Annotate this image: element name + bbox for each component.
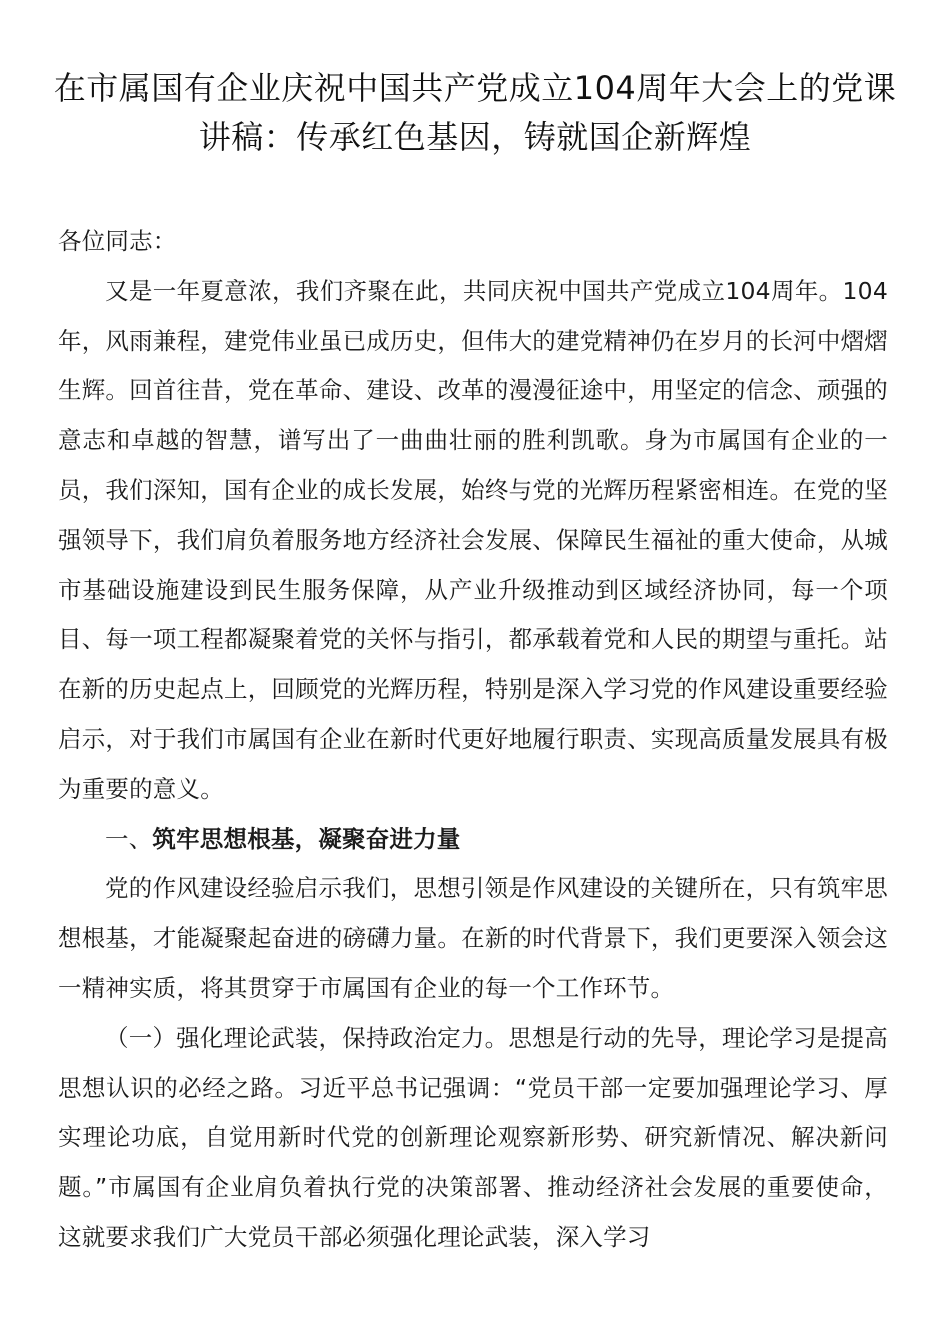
subsection-paragraph: （一）强化理论武装，保持政治定力。思想是行动的先导，理论学习是提高思想认识的必经之路。习近平总书记强调：“党员干部一定要加强理论学习、厚实理论功底，自觉用新时代党的创新理论观察新形势、研究新情况、解决新问题。”市属国有企业肩负着执行党的决策部署、推动经济社会发展的重要使命，这就要求我们广大党员干部必须强化理论武装，深入学习 (58, 1023, 888, 1251)
section-paragraph: 党的作风建设经验启示我们，思想引领是作风建设的关键所在，只有筑牢思想根基，才能凝聚起奋进的磅礴力量。在新的时代背景下，我们更要深入领会这一精神实质，将其贯穿于市属国有企业的每一个工作环节。 (58, 874, 888, 1002)
opening-paragraph: 又是一年夏意浓，我们齐聚在此，共同庆祝中国共产党成立104周年。104年，风雨兼程，建党伟业虽已成历史，但伟大的建党精神仍在岁月的长河中熠熠生辉。回首往昔，党在革命、建设、改革的漫漫征途中，用坚定的信念、顽强的意志和卓越的智慧，谱写出了一曲曲壮丽的胜利凯歌。身为市属国有企业的一员，我们深知，国有企业的成长发展，始终与党的光辉历程紧密相连。在党的坚强领导下，我们肩负着服务地方经济社会发展、保障民生福祉的重大使命，从城市基础设施建设到民生服务保障，从产业升级推动到区域经济协同，每一个项目、每一项工程都凝聚着党的关怀与指引，都承载着党和人民的期望与重托。站在新的历史起点上，回顾党的光辉历程，特别是深入学习党的作风建设重要经验启示，对于我们市属国有企业在新时代更好地履行职责、实现高质量发展具有极为重要的意义。 (58, 276, 888, 803)
section-heading-prefix: 一、 (105, 824, 153, 853)
document-body (58, 217, 888, 1263)
section-heading-text: 筑牢思想根基，凝聚奋进力量 (152, 824, 461, 853)
document-title: 在市属国有企业庆祝中国共产党成立104周年大会上的党课讲稿：传承红色基因，铸就国企新辉煌 (53, 69, 897, 156)
salutation: 各位同志： (58, 227, 177, 255)
section-heading (58, 815, 888, 865)
